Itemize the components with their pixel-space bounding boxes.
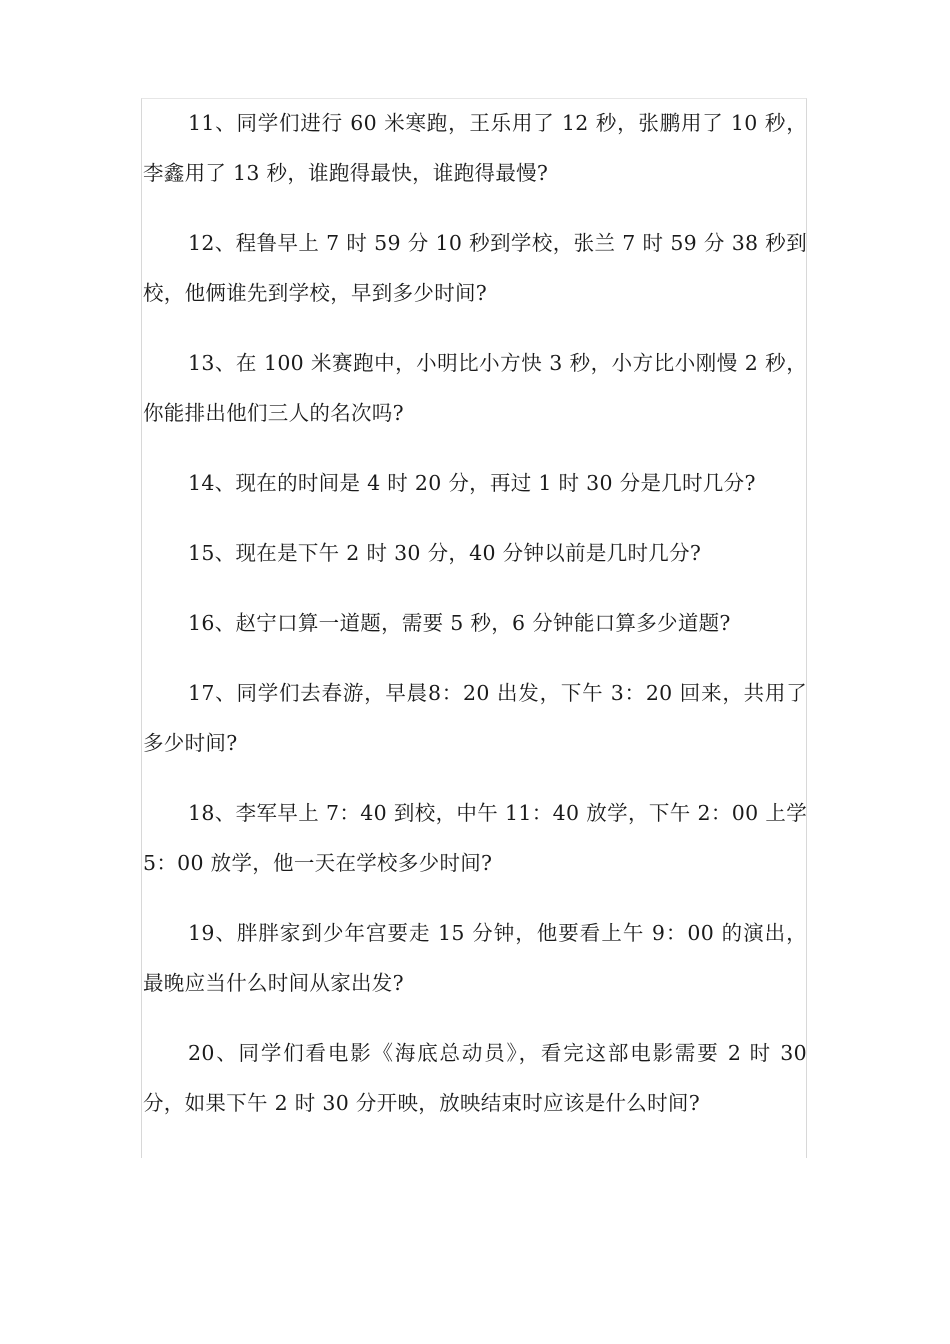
spacer (143, 648, 807, 668)
question-19: 19、胖胖家到少年宫要走 15 分钟，他要看上午 9：00 的演出，最晚应当什么时间从家出发? (143, 921, 807, 995)
spacer (143, 888, 807, 908)
question-13: 13、在 100 米赛跑中，小明比小方快 3 秒，小方比小刚慢 2 秒，你能排出他们三人的名次吗? (143, 351, 807, 425)
question-11: 11、同学们进行 60 米寒跑，王乐用了 12 秒，张鹏用了 10 秒，李鑫用了 13 秒，谁跑得最快，谁跑得最慢? (143, 111, 807, 185)
question-14: 14、现在的时间是 4 时 20 分，再过 1 时 30 分是几时几分? (188, 471, 756, 495)
spacer (143, 578, 807, 598)
document-content (143, 98, 807, 1128)
spacer (143, 318, 807, 338)
spacer (143, 508, 807, 528)
spacer (143, 1008, 807, 1028)
spacer (143, 198, 807, 218)
spacer (143, 768, 807, 788)
question-18: 18、李军早上 7：40 到校，中午 11：40 放学，下午 2：00 上学 5：00 放学，他一天在学校多少时间? (143, 801, 807, 875)
question-16: 16、赵宁口算一道题，需要 5 秒，6 分钟能口算多少道题? (188, 611, 731, 635)
spacer (143, 438, 807, 458)
question-12: 12、程鲁早上 7 时 59 分 10 秒到学校，张兰 7 时 59 分 38 秒到校，他俩谁先到学校，早到多少时间? (143, 231, 807, 305)
question-15: 15、现在是下午 2 时 30 分，40 分钟以前是几时几分? (188, 541, 702, 565)
question-20: 20、同学们看电影《海底总动员》，看完这部电影需要 2 时 30 分，如果下午 2 时 30 分开映，放映结束时应该是什么时间? (143, 1041, 807, 1115)
question-17: 17、同学们去春游，早晨8：20 出发，下午 3：20 回来，共用了多少时间? (143, 681, 807, 755)
